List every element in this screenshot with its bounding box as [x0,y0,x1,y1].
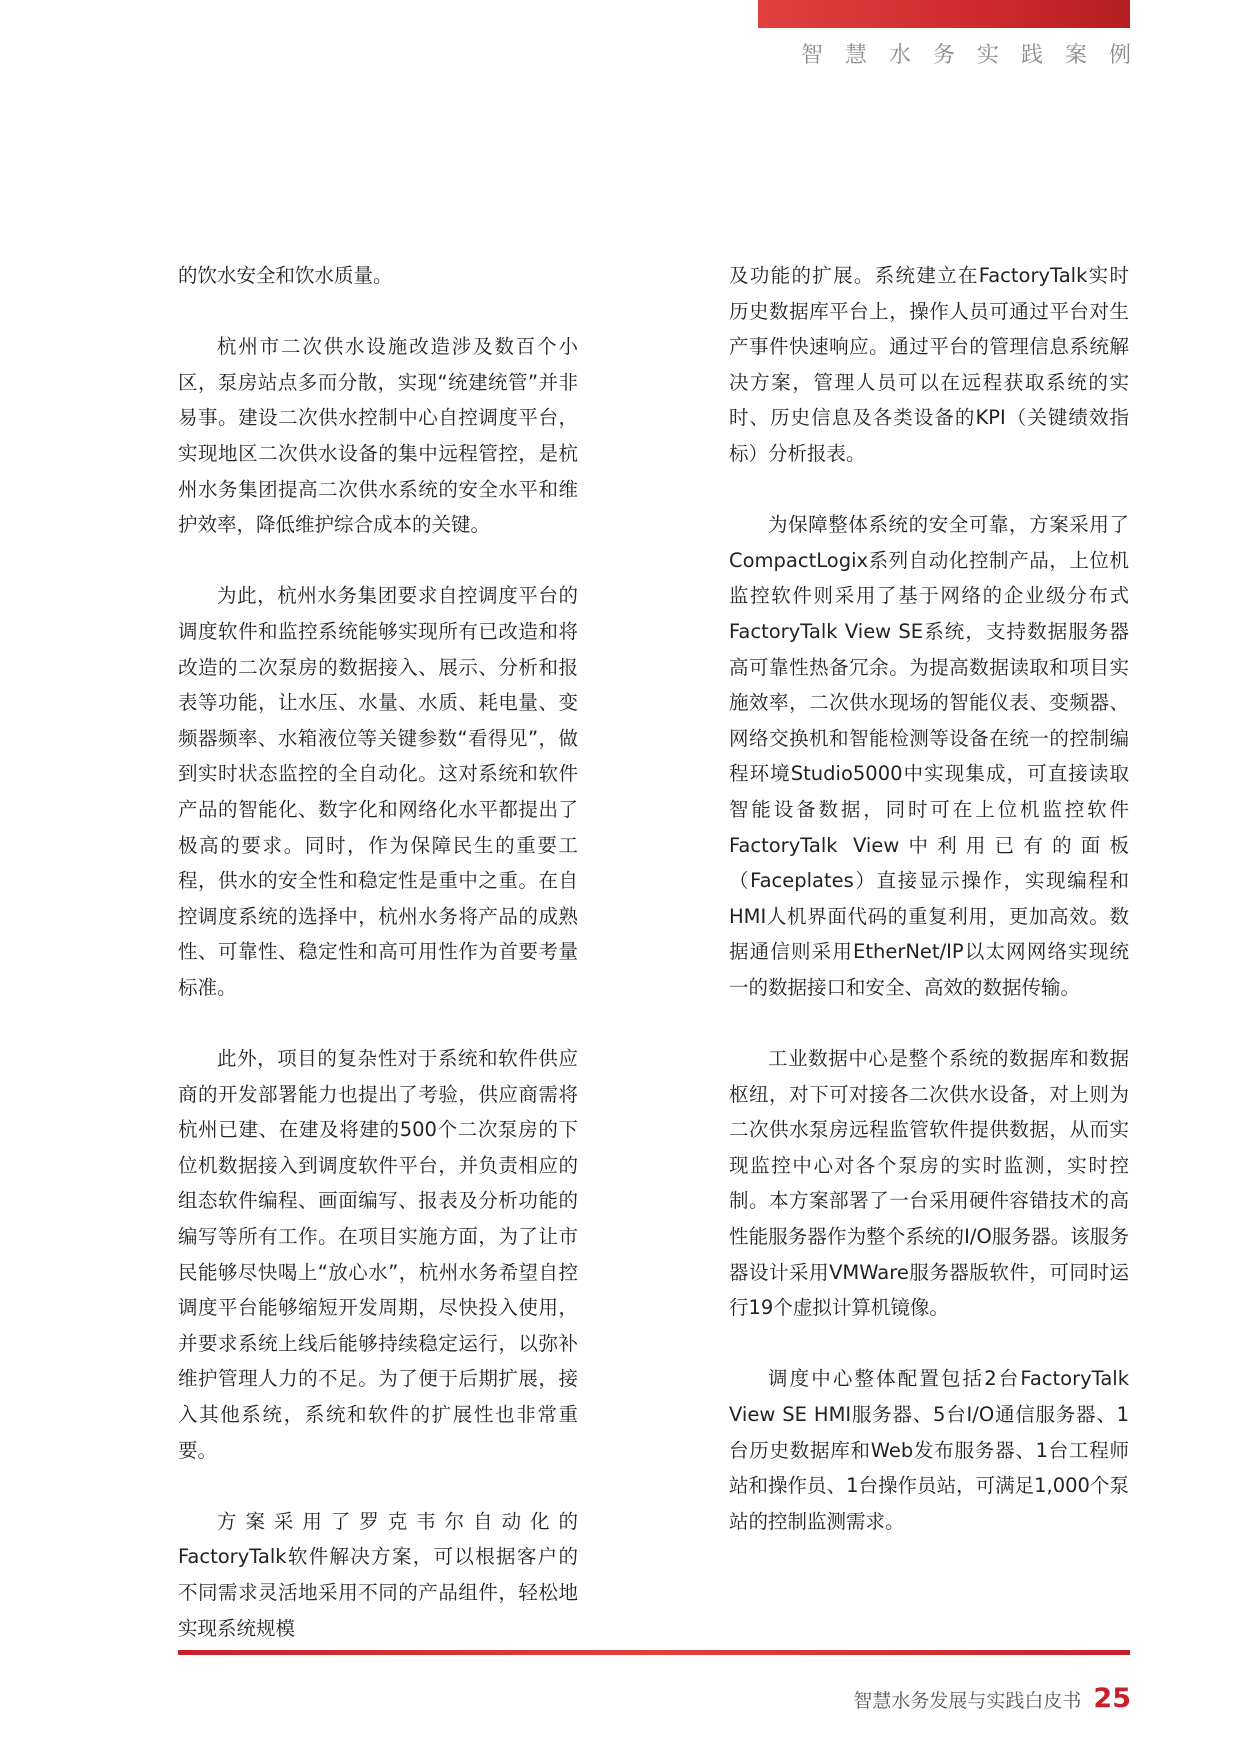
section-title: 智慧水务实践案例 [800,43,1153,68]
paragraph: 此外，项目的复杂性对于系统和软件供应商的开发部署能力也提出了考验，供应商需将杭州已建、在建及将建的500个二次泵房的下位机数据接入到调度软件平台，并负责相应的组态软件编程、画面编写、报表及分析功能的编写等所有工作。在项目实施方面，为了让市民能够尽快喝上“放心水”，杭州水务希望自控调度平台能够缩短开发周期，尽快投入使用，并要求系统上线后能够持续稳定运行，以弥补维护管理人力的不足。为了便于后期扩展，接入其他系统，系统和软件的扩展性也非常重要。 [178,1047,578,1462]
paragraph: 为保障整体系统的安全可靠，方案采用了CompactLogix系列自动化控制产品，上位机监控软件则采用了基于网络的企业级分布式FactoryTalk View SE系统，支持数据服务器高可靠性热备冗余。为提高数据读取和项目实施效率，二次供水现场的智能仪表、变频器、网络交换机和智能检测等设备在统一的控制编程环境Studio5000中实现集成，可直接读取智能设备数据，同时可在上位机监控软件FactoryTalk View中利用已有的面板（Faceplates）直接显示操作，实现编程和HMI人机界面代码的重复利用，更加高效。数据通信则采用EtherNet/IP以太网网络实现统一的数据接口和安全、高效的数据传输。 [729,513,1129,999]
paragraph: 工业数据中心是整个系统的数据库和数据枢纽，对下可对接各二次供水设备，对上则为二次供水泵房远程监管软件提供数据，从而实现监控中心对各个泵房的实时监测，实时控制。本方案部署了一台采用硬件容错技术的高性能服务器作为整个系统的I/O服务器。该服务器设计采用VMWare服务器版软件，可同时运行19个虚拟计算机镜像。 [729,1047,1129,1320]
paragraph: 杭州市二次供水设施改造涉及数百个小区，泵房站点多而分散，实现“统建统管”并非易事。建设二次供水控制中心自控调度平台，实现地区二次供水设备的集中远程管控，是杭州水务集团提高二次供水系统的安全水平和维护效率，降低维护综合成本的关键。 [178,335,578,537]
left-column [178,258,578,1682]
paragraph: 的饮水安全和饮水质量。 [178,264,393,287]
right-column [729,258,1129,1575]
page-number: 25 [1093,1683,1131,1714]
paragraph: 调度中心整体配置包括2台FactoryTalk View SE HMI服务器、5台I/O通信服务器、1台历史数据库和Web发布服务器、1台工程师站和操作员、1台操作员站，可满足1,000个泵站的控制监测需求。 [729,1367,1129,1533]
page-footer [853,1683,1131,1714]
paragraph: 及功能的扩展。系统建立在FactoryTalk实时历史数据库平台上，操作人员可通过平台对生产事件快速响应。通过平台的管理信息系统解决方案，管理人员可以在远程获取系统的实时、历史信息及各类设备的KPI（关键绩效指标）分析报表。 [729,264,1129,465]
paragraph: 方案采用了罗克韦尔自动化的FactoryTalk软件解决方案，可以根据客户的不同需求灵活地采用不同的产品组件，轻松地实现系统规模 [178,1509,578,1640]
book-title: 智慧水务发展与实践白皮书 [853,1690,1082,1712]
footer-divider [178,1650,1130,1655]
header-accent-bar [758,0,1130,28]
paragraph: 为此，杭州水务集团要求自控调度平台的调度软件和监控系统能够实现所有已改造和将改造的二次泵房的数据接入、展示、分析和报表等功能，让水压、水量、水质、耗电量、变频器频率、水箱液位等关键参数“看得见”，做到实时状态监控的全自动化。这对系统和软件产品的智能化、数字化和网络化水平都提出了极高的要求。同时，作为保障民生的重要工程，供水的安全性和稳定性是重中之重。在自控调度系统的选择中，杭州水务将产品的成熟性、可靠性、稳定性和高可用性作为首要考量标准。 [178,584,578,999]
